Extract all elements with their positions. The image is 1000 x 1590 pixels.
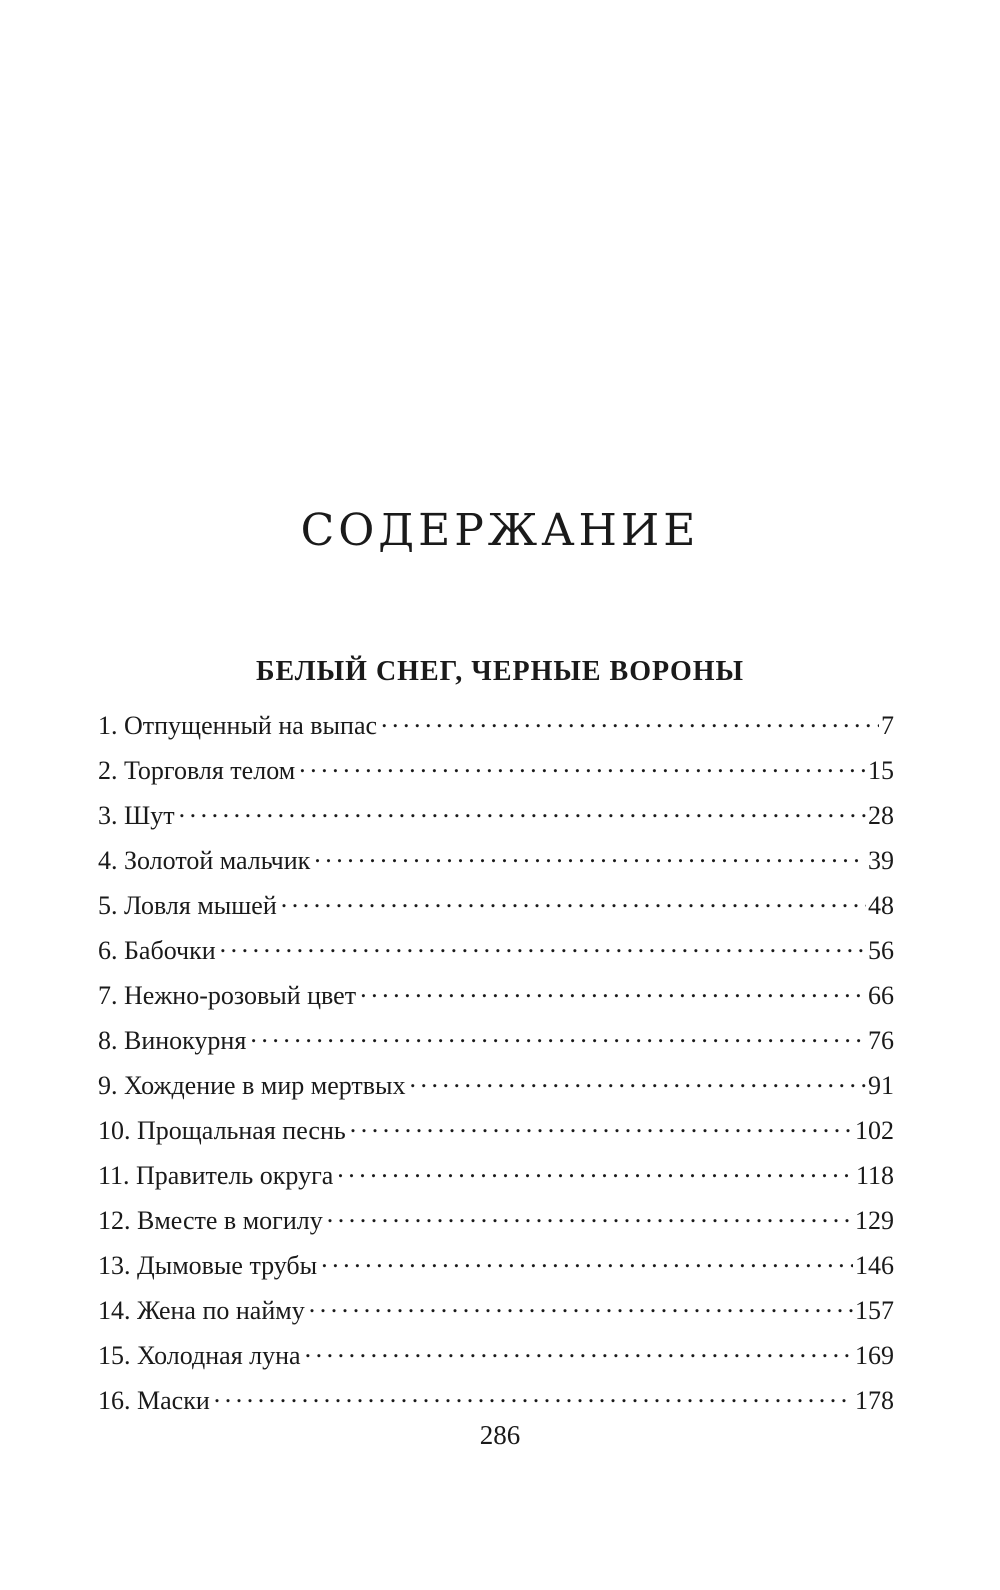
toc-entry-title: 2. Торговля телом	[98, 756, 296, 785]
toc-entry-title: 9. Хождение в мир мертвых	[98, 1071, 406, 1100]
toc-entry	[98, 1158, 894, 1203]
toc-entry	[98, 708, 894, 753]
toc-entry-title: 16. Маски	[98, 1386, 210, 1415]
toc-entry-page: 15	[868, 756, 894, 785]
toc-dot-leader	[360, 978, 866, 1004]
toc-entry-page: 56	[868, 936, 894, 965]
toc-entry-page: 39	[868, 846, 894, 875]
toc-entry-title: 13. Дымовые трубы	[98, 1251, 318, 1280]
part-title: БЕЛЫЙ СНЕГ, ЧЕРНЫЕ ВОРОНЫ	[255, 656, 744, 688]
toc-dot-leader	[309, 1293, 853, 1319]
toc-entry	[98, 1068, 894, 1113]
toc-entry	[98, 888, 894, 933]
table-of-contents	[98, 708, 894, 1428]
toc-entry-page: 7	[881, 711, 894, 740]
toc-dot-leader	[179, 798, 866, 824]
toc-entry-page: 129	[855, 1206, 894, 1235]
toc-entry-page: 118	[855, 1161, 894, 1190]
toc-entry-page: 178	[855, 1386, 894, 1415]
contents-heading: СОДЕРЖАНИЕ	[300, 505, 700, 557]
toc-dot-leader	[350, 1113, 853, 1139]
toc-entry	[98, 978, 894, 1023]
toc-entry-title: 8. Винокурня	[98, 1026, 247, 1055]
toc-dot-leader	[281, 888, 866, 914]
toc-entry	[98, 843, 894, 888]
toc-entry-title: 3. Шут	[98, 801, 175, 830]
toc-entry-title: 14. Жена по найму	[98, 1296, 305, 1325]
toc-dot-leader	[305, 1338, 853, 1364]
toc-entry-title: 6. Бабочки	[98, 936, 216, 965]
toc-dot-leader	[381, 708, 879, 734]
toc-entry-title: 11. Правитель округа	[98, 1161, 334, 1190]
toc-entry	[98, 1248, 894, 1293]
toc-entry-page: 76	[868, 1026, 894, 1055]
toc-entry	[98, 1023, 894, 1068]
toc-entry-title: 1. Отпущенный на выпас	[98, 711, 378, 740]
toc-entry-page: 157	[855, 1296, 894, 1325]
toc-entry-title: 10. Прощальная песнь	[98, 1116, 346, 1145]
toc-entry	[98, 1338, 894, 1383]
toc-dot-leader	[327, 1203, 853, 1229]
toc-entry	[98, 1113, 894, 1158]
toc-entry-page: 102	[855, 1116, 894, 1145]
toc-dot-leader	[321, 1248, 853, 1274]
toc-dot-leader	[337, 1158, 854, 1184]
toc-entry-page: 28	[868, 801, 894, 830]
page-number: 286	[479, 1420, 521, 1450]
toc-entry-page: 66	[868, 981, 894, 1010]
toc-entry	[98, 1203, 894, 1248]
toc-entry	[98, 798, 894, 843]
toc-entry-page: 91	[868, 1071, 894, 1100]
toc-entry	[98, 1293, 894, 1338]
toc-entry	[98, 753, 894, 798]
toc-entry-title: 4. Золотой мальчик	[98, 846, 311, 875]
toc-entry-title: 5. Ловля мышей	[98, 891, 277, 920]
toc-entry-page: 48	[868, 891, 894, 920]
toc-dot-leader	[214, 1383, 853, 1409]
toc-dot-leader	[250, 1023, 866, 1049]
toc-entry-page: 146	[855, 1251, 894, 1280]
toc-entry	[98, 933, 894, 978]
toc-dot-leader	[299, 753, 866, 779]
toc-entry-title: 12. Вместе в могилу	[98, 1206, 323, 1235]
toc-entry-title: 7. Нежно-розовый цвет	[98, 981, 357, 1010]
toc-entry-page: 169	[855, 1341, 894, 1370]
toc-dot-leader	[410, 1068, 867, 1094]
toc-dot-leader	[314, 843, 866, 869]
toc-entry-title: 15. Холодная луна	[98, 1341, 301, 1370]
toc-dot-leader	[220, 933, 866, 959]
